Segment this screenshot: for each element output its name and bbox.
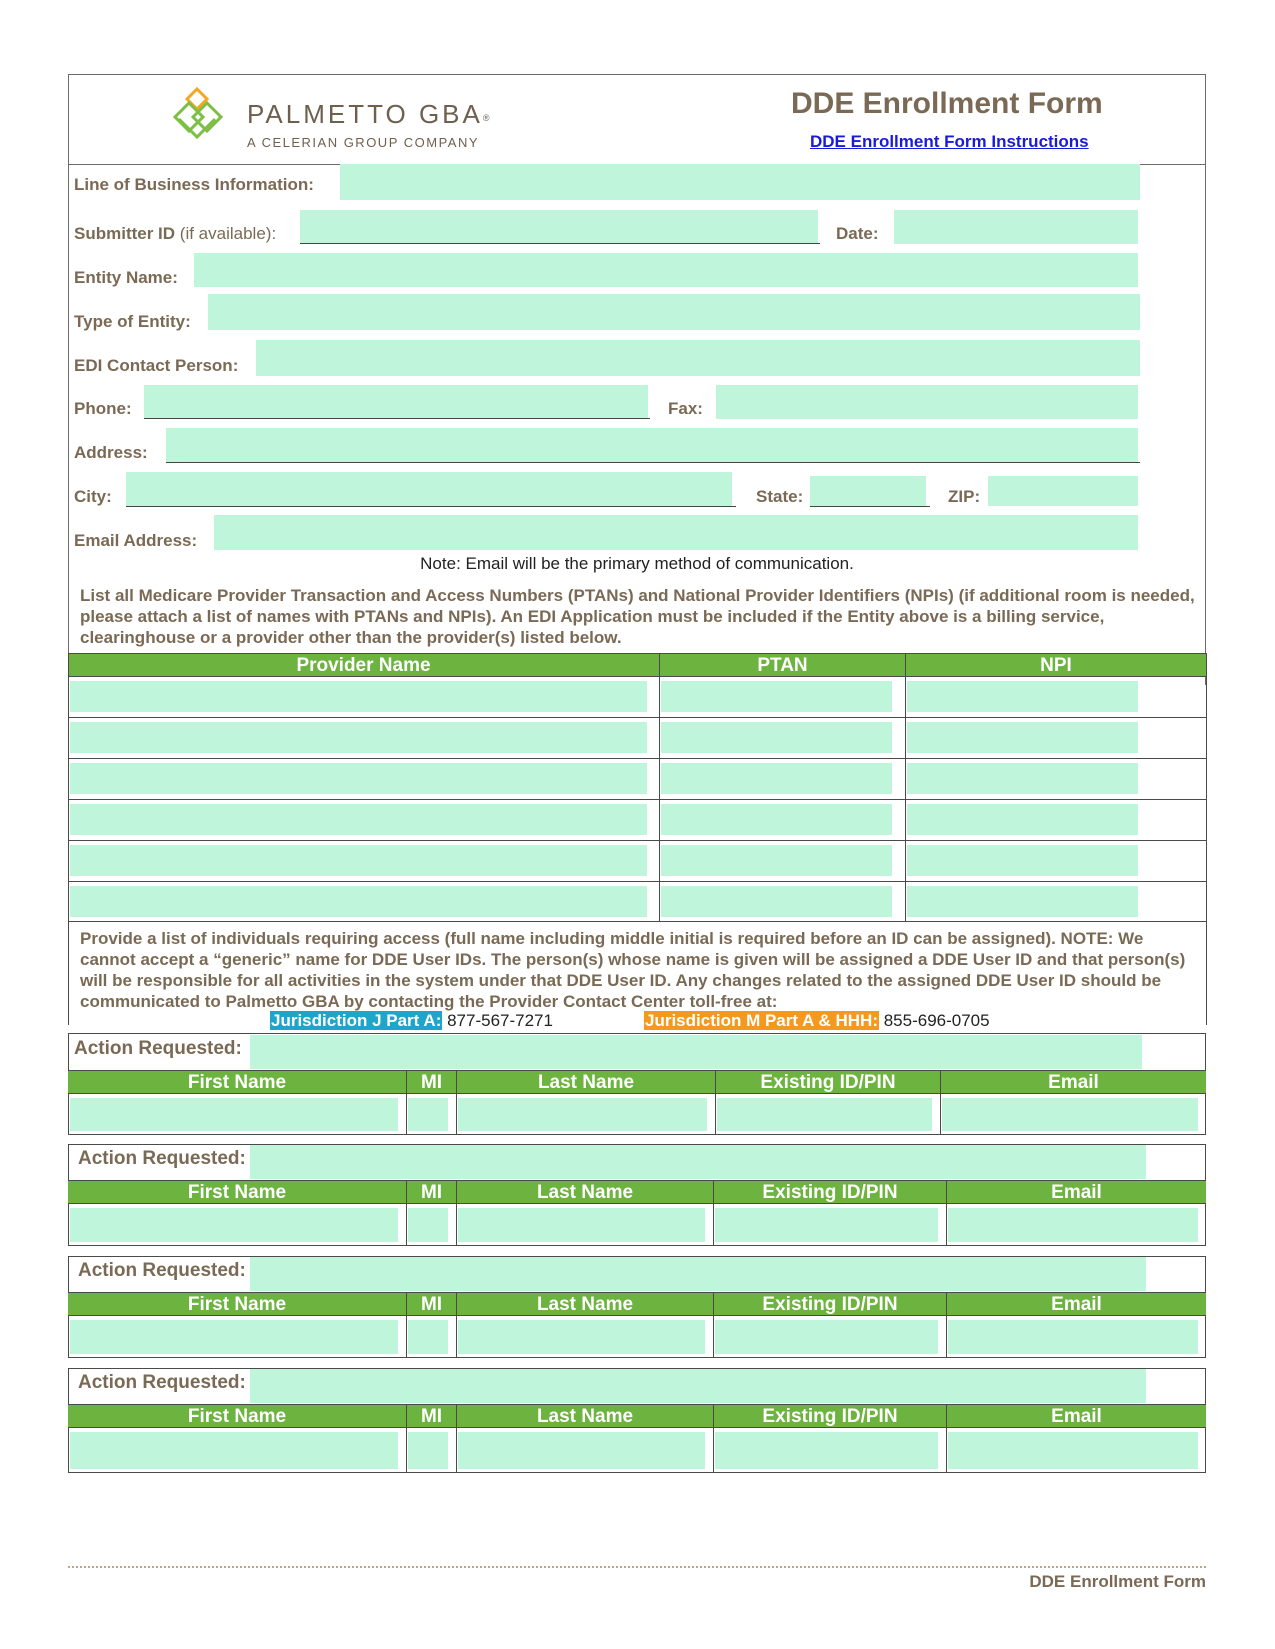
user-table-header xyxy=(68,1070,1206,1094)
ptan-cell[interactable] xyxy=(661,845,892,876)
provider-name-cell[interactable] xyxy=(70,681,647,712)
phone-label: Phone: xyxy=(74,399,132,418)
action-requested-label: Action Requested: xyxy=(78,1148,246,1169)
fax-field[interactable] xyxy=(716,385,1138,419)
jurisdiction-j-label: Jurisdiction J Part A: xyxy=(271,1011,442,1030)
logo-wordmark: PALMETTO GBA® xyxy=(247,99,490,129)
existing-id-header: Existing ID/PIN xyxy=(715,1071,940,1093)
mi-header: MI xyxy=(406,1181,456,1203)
mi-field[interactable] xyxy=(408,1098,448,1131)
existing-id-field[interactable] xyxy=(715,1320,938,1354)
phone-field[interactable] xyxy=(144,385,648,419)
entity-name-label: Entity Name: xyxy=(74,268,178,287)
state-field[interactable] xyxy=(810,476,926,506)
date-label: Date: xyxy=(836,224,879,243)
npi-cell[interactable] xyxy=(907,804,1138,835)
last-name-field[interactable] xyxy=(458,1432,705,1469)
action-requested-field[interactable] xyxy=(250,1257,1146,1291)
first-name-header: First Name xyxy=(187,1406,287,1427)
ptan-cell[interactable] xyxy=(661,681,892,712)
type-of-entity-label: Type of Entity: xyxy=(74,312,191,331)
npi-cell[interactable] xyxy=(907,763,1138,794)
address-label: Address: xyxy=(74,443,148,462)
jurisdiction-m-label: Jurisdiction M Part A & HHH: xyxy=(645,1011,878,1030)
first-name-header: First Name xyxy=(187,1072,287,1093)
provider-name-cell[interactable] xyxy=(70,804,647,835)
user-email-field[interactable] xyxy=(942,1098,1198,1131)
npi-cell[interactable] xyxy=(907,886,1138,917)
jurisdiction-j-phone: 877-567-7271 xyxy=(447,1011,553,1030)
existing-id-field[interactable] xyxy=(717,1098,932,1131)
npi-cell[interactable] xyxy=(907,722,1138,753)
first-name-field[interactable] xyxy=(70,1432,398,1469)
first-name-header: First Name xyxy=(187,1294,287,1315)
last-name-field[interactable] xyxy=(458,1098,707,1131)
action-requested-field[interactable] xyxy=(250,1035,1142,1069)
jurisdiction-j xyxy=(270,1011,553,1031)
edi-contact-field[interactable] xyxy=(256,340,1140,376)
ptan-cell[interactable] xyxy=(661,886,892,917)
last-name-header: Last Name xyxy=(456,1405,713,1427)
last-name-header: Last Name xyxy=(456,1071,715,1093)
mi-field[interactable] xyxy=(408,1320,448,1354)
provider-name-cell[interactable] xyxy=(70,763,647,794)
address-field[interactable] xyxy=(166,428,1138,462)
npi-header: NPI xyxy=(905,654,1206,676)
ptan-cell[interactable] xyxy=(661,763,892,794)
user-table-header xyxy=(68,1404,1206,1428)
jurisdiction-m-phone: 855-696-0705 xyxy=(883,1011,990,1030)
submitter-id-field[interactable] xyxy=(300,210,818,244)
email-field[interactable] xyxy=(214,515,1138,550)
user-table-header xyxy=(68,1180,1206,1204)
zip-field[interactable] xyxy=(988,476,1138,506)
first-name-header: First Name xyxy=(187,1182,287,1203)
existing-id-field[interactable] xyxy=(715,1432,938,1469)
email-header: Email xyxy=(946,1405,1206,1427)
mi-header: MI xyxy=(406,1071,456,1093)
mi-header: MI xyxy=(406,1405,456,1427)
action-requested-label: Action Requested: xyxy=(78,1372,246,1393)
submitter-id-label: Submitter ID (if available): xyxy=(74,224,277,243)
line-of-business-label: Line of Business Information: xyxy=(74,175,314,194)
existing-id-header: Existing ID/PIN xyxy=(713,1405,946,1427)
existing-id-header: Existing ID/PIN xyxy=(713,1181,946,1203)
city-field[interactable] xyxy=(126,472,732,506)
access-instructions: Provide a list of individuals requiring access (full name including middle initial is required before an ID can be assigned). NOTE: We cannot accept a “generic” name for DDE User IDs. The person(s) whose name is given will be assigned a DDE User ID and that person(s) will be responsible for all activities in the system under that DDE User ID. Any changes related to the assigned DDE User ID should be communicated to Palmetto GBA by contacting the Provider Contact Center toll-free at: xyxy=(80,929,1186,1011)
ptan-cell[interactable] xyxy=(661,722,892,753)
action-requested-label: Action Requested: xyxy=(74,1038,242,1059)
user-email-field[interactable] xyxy=(948,1432,1198,1469)
jurisdiction-m xyxy=(644,1011,990,1031)
first-name-field[interactable] xyxy=(70,1320,398,1354)
page-title: DDE Enrollment Form xyxy=(791,87,1103,120)
provider-name-cell[interactable] xyxy=(70,845,647,876)
action-requested-field[interactable] xyxy=(250,1369,1146,1403)
logo-tagline: A CELERIAN GROUP COMPANY xyxy=(247,135,480,150)
ptan-instructions: List all Medicare Provider Transaction and Access Numbers (PTANs) and National Provider Identifiers (NPIs) (if additional room is needed, please attach a list of names with PTANs and NPIs). An EDI Application must be included if the Entity above is a billing service, clearinghouse or a provider other than the provider(s) listed below. xyxy=(80,586,1195,647)
footer-title: DDE Enrollment Form xyxy=(1029,1572,1206,1591)
zip-label: ZIP: xyxy=(948,487,981,506)
existing-id-header: Existing ID/PIN xyxy=(713,1293,946,1315)
type-of-entity-field[interactable] xyxy=(208,294,1140,330)
ptan-cell[interactable] xyxy=(661,804,892,835)
email-note: Note: Email will be the primary method of communication. xyxy=(420,554,854,573)
date-field[interactable] xyxy=(894,210,1138,244)
provider-table-header xyxy=(68,653,1206,677)
entity-name-field[interactable] xyxy=(194,253,1138,287)
form-header xyxy=(68,74,1206,165)
last-name-field[interactable] xyxy=(458,1320,705,1354)
email-header: Email xyxy=(946,1293,1206,1315)
existing-id-field[interactable] xyxy=(715,1208,938,1242)
provider-name-cell[interactable] xyxy=(70,722,647,753)
action-requested-field[interactable] xyxy=(250,1145,1146,1179)
footer-divider xyxy=(68,1566,1206,1568)
line-of-business-field[interactable] xyxy=(340,164,1140,200)
instructions-link[interactable]: DDE Enrollment Form Instructions xyxy=(810,132,1089,151)
first-name-field[interactable] xyxy=(70,1208,398,1242)
mi-header: MI xyxy=(406,1293,456,1315)
user-email-field[interactable] xyxy=(948,1320,1198,1354)
email-header: Email xyxy=(946,1181,1206,1203)
last-name-field[interactable] xyxy=(458,1208,705,1242)
state-label: State: xyxy=(756,487,804,506)
action-requested-label: Action Requested: xyxy=(78,1260,246,1281)
email-header: Email xyxy=(940,1071,1206,1093)
fax-label: Fax: xyxy=(668,399,703,418)
first-name-field[interactable] xyxy=(70,1098,398,1131)
ptan-header: PTAN xyxy=(659,654,905,676)
mi-field[interactable] xyxy=(408,1208,448,1242)
city-label: City: xyxy=(74,487,112,506)
edi-contact-label: EDI Contact Person: xyxy=(74,356,239,375)
mi-field[interactable] xyxy=(408,1432,448,1469)
provider-name-cell[interactable] xyxy=(70,886,647,917)
last-name-header: Last Name xyxy=(456,1293,713,1315)
email-label: Email Address: xyxy=(74,531,198,550)
npi-cell[interactable] xyxy=(907,845,1138,876)
last-name-header: Last Name xyxy=(456,1181,713,1203)
user-email-field[interactable] xyxy=(948,1208,1198,1242)
provider-name-header: Provider Name xyxy=(296,655,431,676)
npi-cell[interactable] xyxy=(907,681,1138,712)
user-table-header xyxy=(68,1292,1206,1316)
